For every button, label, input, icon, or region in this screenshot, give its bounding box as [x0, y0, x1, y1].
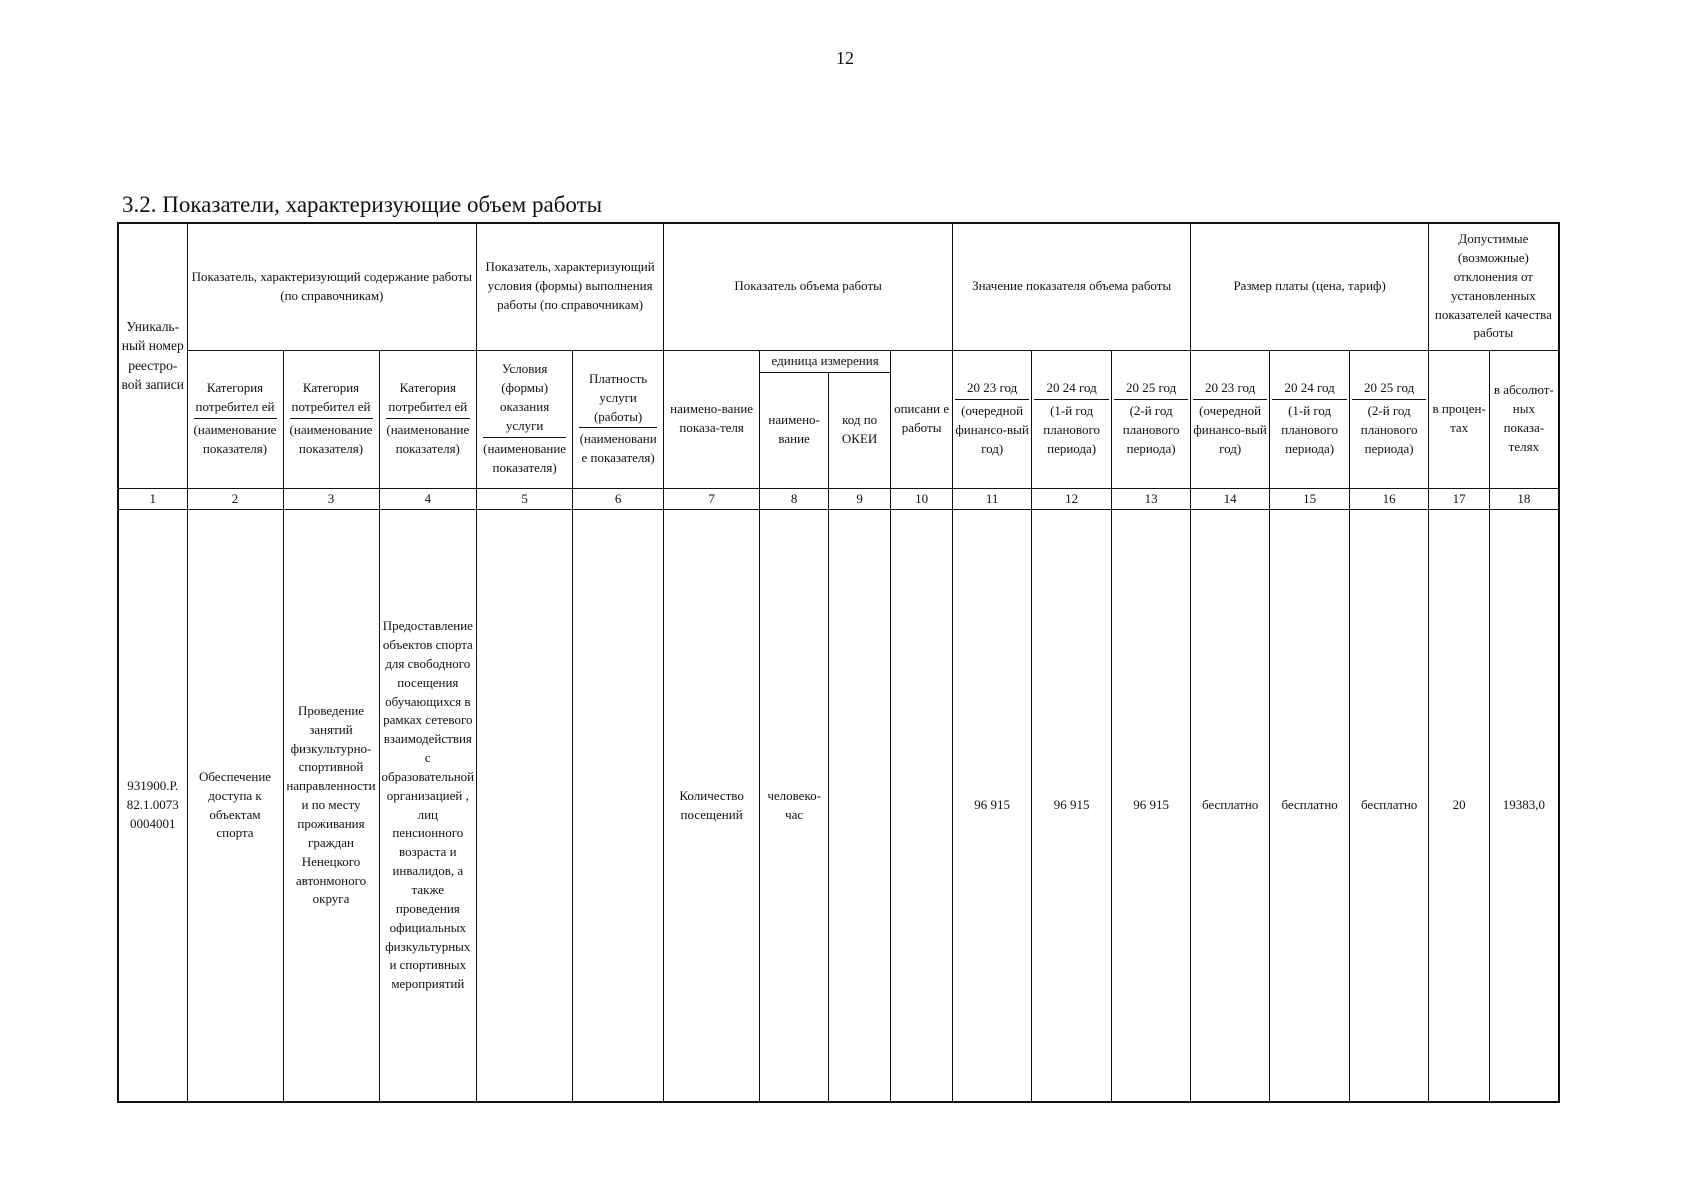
- category-1-value: Обеспечение доступа к объектам спорта: [187, 510, 283, 1102]
- column-number: 6: [573, 488, 664, 510]
- column-number: 9: [829, 488, 891, 510]
- table-row: [118, 510, 1559, 1102]
- header-indicator-name: наимено-вание показа-теля: [664, 350, 760, 488]
- indicator-name-label: (наименование показателя): [386, 422, 470, 456]
- category-label: Категория потребител ей: [194, 379, 277, 419]
- payment-indicator-label: (наименовани е показателя): [579, 431, 657, 466]
- value-2024: 96 915: [1032, 510, 1112, 1102]
- column-number: 12: [1032, 488, 1112, 510]
- header-category-3: [379, 350, 477, 488]
- header-value-2025: [1112, 350, 1191, 488]
- header-deviation-group: Допустимые (возможные) отклонения от установленных показателей качества работы: [1429, 223, 1559, 350]
- header-price-group: Размер платы (цена, тариф): [1191, 223, 1429, 350]
- page-number: 12: [836, 48, 854, 68]
- column-number: 3: [283, 488, 379, 510]
- header-unit-name: наимено-вание: [760, 372, 829, 488]
- header-price-2023: [1191, 350, 1270, 488]
- plan-1-label: (1-й год планового периода): [1043, 403, 1100, 456]
- registry-number-part: 82.1.0073: [126, 797, 179, 813]
- volume-indicators-table: [117, 222, 1560, 1103]
- column-numbers-row: [118, 488, 1559, 510]
- header-description: описани е работы: [891, 350, 953, 488]
- column-number: 8: [760, 488, 829, 510]
- description-value: [891, 510, 953, 1102]
- header-price-2025: [1350, 350, 1429, 488]
- column-number: 14: [1191, 488, 1270, 510]
- registry-number-part: 0004001: [130, 816, 176, 832]
- unit-value: человеко-час: [760, 510, 829, 1102]
- payment-value: [573, 510, 664, 1102]
- header-content-group: Показатель, характеризующий содержание работы (по справочникам): [187, 223, 477, 350]
- conditions-label: Условия (формы) оказания услуги: [483, 360, 566, 437]
- column-number: 10: [891, 488, 953, 510]
- category-label: Категория потребител ей: [386, 379, 471, 419]
- header-okei-code: код по ОКЕИ: [829, 372, 891, 488]
- plan-1-label: (1-й год планового периода): [1281, 403, 1338, 456]
- header-value-group: Значение показателя объема работы: [953, 223, 1191, 350]
- column-number: 17: [1429, 488, 1490, 510]
- category-label: Категория потребител ей: [290, 379, 373, 419]
- column-number: 16: [1350, 488, 1429, 510]
- column-number: 5: [477, 488, 573, 510]
- value-2025: 96 915: [1112, 510, 1191, 1102]
- indicator-name-label: (наименование показателя): [483, 440, 567, 475]
- year-label: 20 23 год: [1193, 379, 1267, 400]
- header-category-2: [283, 350, 379, 488]
- header-payment: [573, 350, 664, 488]
- header-unit-group: единица измерения: [760, 350, 891, 372]
- column-number: 18: [1490, 488, 1559, 510]
- header-volume-group: Показатель объема работы: [664, 223, 953, 350]
- year-label: 20 24 год: [1034, 379, 1109, 400]
- price-2025: бесплатно: [1350, 510, 1429, 1102]
- header-value-2024: [1032, 350, 1112, 488]
- indicator-name-label: (наименование показателя): [193, 422, 277, 456]
- year-label: 20 25 год: [1352, 379, 1426, 400]
- price-2024: бесплатно: [1270, 510, 1350, 1102]
- header-deviation-absolute: в абсолют-ных показа-телях: [1490, 350, 1559, 488]
- year-label: 20 24 год: [1272, 379, 1347, 400]
- header-conditions-group: Показатель, характеризующий условия (формы) выполнения работы (по справочникам): [477, 223, 664, 350]
- year-label: 20 25 год: [1114, 379, 1188, 400]
- payment-label: Платность услуги (работы): [579, 370, 657, 429]
- next-fin-year-label: (очередной финансо-вый год): [1193, 403, 1267, 456]
- next-fin-year-label: (очередной финансо-вый год): [955, 403, 1029, 456]
- header-unique-number: Уникаль-ный номер реестро-вой записи: [118, 223, 187, 488]
- column-number: 1: [118, 488, 187, 510]
- column-number: 15: [1270, 488, 1350, 510]
- header-value-2023: [953, 350, 1032, 488]
- column-number: 13: [1112, 488, 1191, 510]
- plan-2-label: (2-й год планового периода): [1122, 403, 1180, 456]
- indicator-value: Количество посещений: [664, 510, 760, 1102]
- category-3-value: Предоставление объектов спорта для свободного посещения обучающихся в рамках сетевого взаимодействия с образовательной организацией , лиц пенсионного возраста и инвалидов, а также проведения официальных физкультурных и спортивных мероприятий: [379, 510, 477, 1102]
- okei-value: [829, 510, 891, 1102]
- header-price-2024: [1270, 350, 1350, 488]
- column-number: 4: [379, 488, 477, 510]
- header-category-1: [187, 350, 283, 488]
- deviation-percent: 20: [1429, 510, 1490, 1102]
- category-2-value: Проведение занятий физкультурно-спортивной направленности и по месту проживания граждан Ненецкого автонмоного округа: [283, 510, 379, 1102]
- plan-2-label: (2-й год планового периода): [1360, 403, 1418, 456]
- year-label: 20 23 год: [955, 379, 1029, 400]
- header-deviation-percent: в процен-тах: [1429, 350, 1490, 488]
- section-title: 3.2. Показатели, характеризующие объем работы: [122, 192, 603, 217]
- header-conditions: [477, 350, 573, 488]
- value-2023: 96 915: [953, 510, 1032, 1102]
- conditions-value: [477, 510, 573, 1102]
- deviation-absolute: 19383,0: [1490, 510, 1559, 1102]
- indicator-name-label: (наименование показателя): [289, 422, 373, 456]
- price-2023: бесплатно: [1191, 510, 1270, 1102]
- column-number: 2: [187, 488, 283, 510]
- registry-number-part: 931900.Р.: [127, 778, 179, 794]
- column-number: 7: [664, 488, 760, 510]
- column-number: 11: [953, 488, 1032, 510]
- registry-number-cell: [118, 510, 187, 1102]
